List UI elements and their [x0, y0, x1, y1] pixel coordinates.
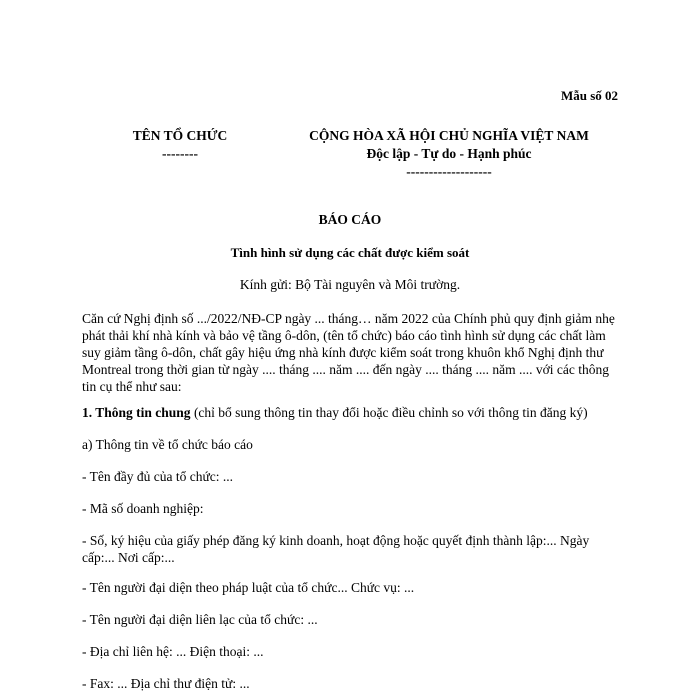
list-item-address: - Địa chỉ liên hệ: ... Điện thoại: ... — [82, 644, 264, 659]
section-1-note: (chỉ bổ sung thông tin thay đổi hoặc điều chỉnh so với thông tin đăng ký) — [190, 405, 588, 420]
list-item-org-name: - Tên đầy đủ của tổ chức: ... — [82, 469, 234, 484]
section-1-title: 1. Thông tin chung — [82, 405, 191, 420]
national-title-block — [300, 127, 598, 181]
section-1-heading — [82, 404, 622, 421]
form-number: Mẫu số 02 — [560, 88, 618, 103]
motto-underline: ------------------- — [406, 164, 492, 179]
document-header — [0, 127, 700, 187]
list-item-business-code: - Mã số doanh nghiệp: — [82, 501, 204, 516]
organization-underline: -------- — [162, 146, 198, 161]
national-motto: Độc lập - Tự do - Hạnh phúc — [366, 146, 532, 161]
report-title: BÁO CÁO — [318, 212, 382, 227]
list-item-fax-email: - Fax: ... Địa chỉ thư điện tử: ... — [82, 676, 250, 691]
organization-name: TÊN TỔ CHỨC — [132, 128, 228, 143]
intro-paragraph: Căn cứ Nghị định số .../2022/NĐ-CP ngày ... tháng… năm 2022 của Chính phủ quy định giảm nhẹ phát thải khí nhà kính và bảo vệ tầng ô-dôn, (tên tổ chức) báo cáo tình hình sử dụng các chất làm suy giảm tầng ô-dôn, chất gây hiệu ứng nhà kính được kiểm soát trong khuôn khổ Nghị định thư Montreal trong thời gian từ ngày .... tháng .... năm .... đến ngày .... tháng .... năm .... với các thông tin cụ thể như sau: — [82, 311, 615, 394]
organization-block — [120, 127, 240, 163]
report-subtitle: Tình hình sử dụng các chất được kiểm soát — [230, 245, 470, 260]
list-item-license: - Số, ký hiệu của giấy phép đăng ký kinh doanh, hoạt động hoặc quyết định thành lập:... Ngày cấp:... Nơi cấp:... — [82, 533, 590, 565]
list-item-contact-rep: - Tên người đại diện liên lạc của tổ chức: ... — [82, 612, 318, 627]
nation-name: CỘNG HÒA XÃ HỘI CHỦ NGHĨA VIỆT NAM — [309, 128, 589, 143]
list-item-legal-rep: - Tên người đại diện theo pháp luật của tổ chức... Chức vụ: ... — [82, 580, 415, 595]
recipient-line: Kính gửi: Bộ Tài nguyên và Môi trường. — [239, 277, 461, 292]
subsection-a-heading: a) Thông tin về tổ chức báo cáo — [82, 437, 253, 452]
